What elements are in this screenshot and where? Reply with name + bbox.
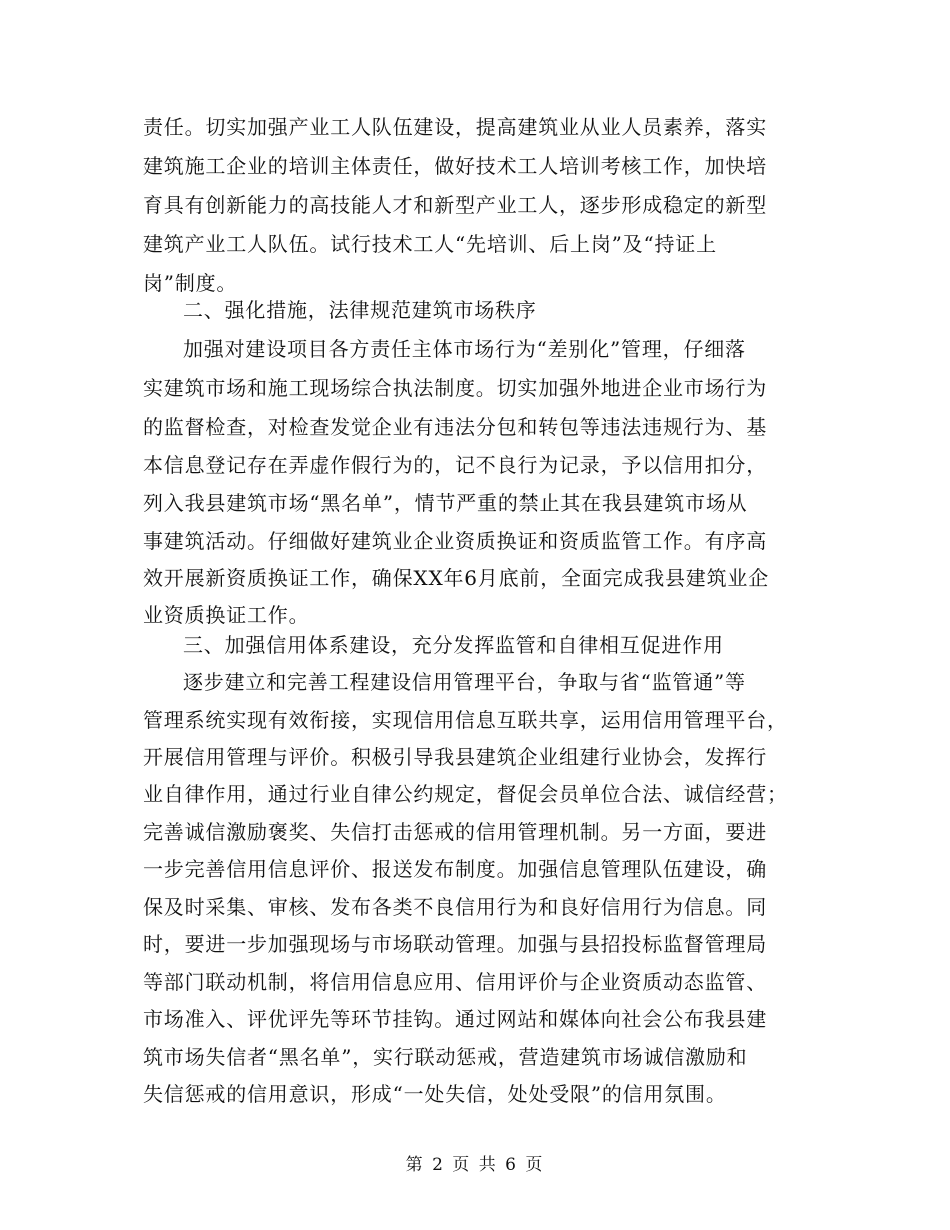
body-text-line: 业资质换证工作。 (143, 603, 310, 627)
body-text-line: 加强对建设项目各方责任主体市场行为“差别化”管理，仔细落 (183, 337, 746, 361)
body-text-line: 失信惩戒的信用意识，形成“一处失信，处处受限”的信用氛围。 (143, 1082, 727, 1106)
section-heading: 二、强化措施，法律规范建筑市场秩序 (183, 298, 537, 322)
body-text-line: 市场准入、评优评先等环节挂钩。通过网站和媒体向社会公布我县建 (143, 1007, 767, 1031)
body-text-line: 事建筑活动。仔细做好建筑业企业资质换证和资质监管工作。有序高 (143, 529, 767, 553)
body-text-line: 列入我县建筑市场“黑名单”，情节严重的禁止其在我县建筑市场从 (143, 491, 748, 515)
body-text-line: 的监督检查，对检查发觉企业有违法分包和转包等违法违规行为、基 (143, 415, 767, 439)
body-text-line: 管理系统实现有效衔接，实现信用信息互联共享，运用信用管理平台， (143, 708, 788, 732)
body-text-line: 等部门联动机制，将信用信息应用、信用评价与企业资质动态监管、 (143, 970, 767, 994)
body-text-line: 本信息登记存在弄虚作假行为的，记不良行为记录，予以信用扣分， (143, 453, 767, 477)
body-text-line: 建筑施工企业的培训主体责任，做好技术工人培训考核工作，加快培 (143, 154, 767, 178)
body-text-line: 开展信用管理与评价。积极引导我县建筑企业组建行业协会，发挥行 (143, 745, 767, 769)
body-text-line: 建筑产业工人队伍。试行技术工人“先培训、后上岗”及“持证上 (143, 232, 717, 256)
body-text-line: 保及时采集、审核、发布各类不良信用行为和良好信用行为信息。同 (143, 895, 767, 919)
body-text-line: 时，要进一步加强现场与市场联动管理。加强与县招投标监督管理局 (143, 932, 767, 956)
page-number-footer: 第 2 页 共 6 页 (405, 1155, 545, 1175)
body-text-line: 岗”制度。 (143, 271, 238, 295)
section-heading: 三、加强信用体系建设，充分发挥监管和自律相互促进作用 (183, 633, 724, 657)
body-text-line: 业自律作用，通过行业自律公约规定，督促会员单位合法、诚信经营； (143, 782, 788, 806)
body-text-line: 完善诚信激励褒奖、失信打击惩戒的信用管理机制。另一方面，要进 (143, 820, 767, 844)
body-text-line: 育具有创新能力的高技能人才和新型产业工人，逐步形成稳定的新型 (143, 193, 767, 217)
body-text-line: 责任。切实加强产业工人队伍建设，提高建筑业从业人员素养，落实 (143, 115, 767, 139)
body-text-line: 一步完善信用信息评价、报送发布制度。加强信息管理队伍建设，确 (143, 857, 767, 881)
body-text-line: 实建筑市场和施工现场综合执法制度。切实加强外地进企业市场行为 (143, 376, 767, 400)
body-text-line: 逐步建立和完善工程建设信用管理平台，争取与省“监管通”等 (183, 670, 746, 694)
body-text-line: 筑市场失信者“黑名单”，实行联动惩戒，营造建筑市场诚信激励和 (143, 1045, 748, 1069)
body-text-line: 效开展新资质换证工作，确保XX年6月底前，全面完成我县建筑业企 (143, 566, 770, 590)
